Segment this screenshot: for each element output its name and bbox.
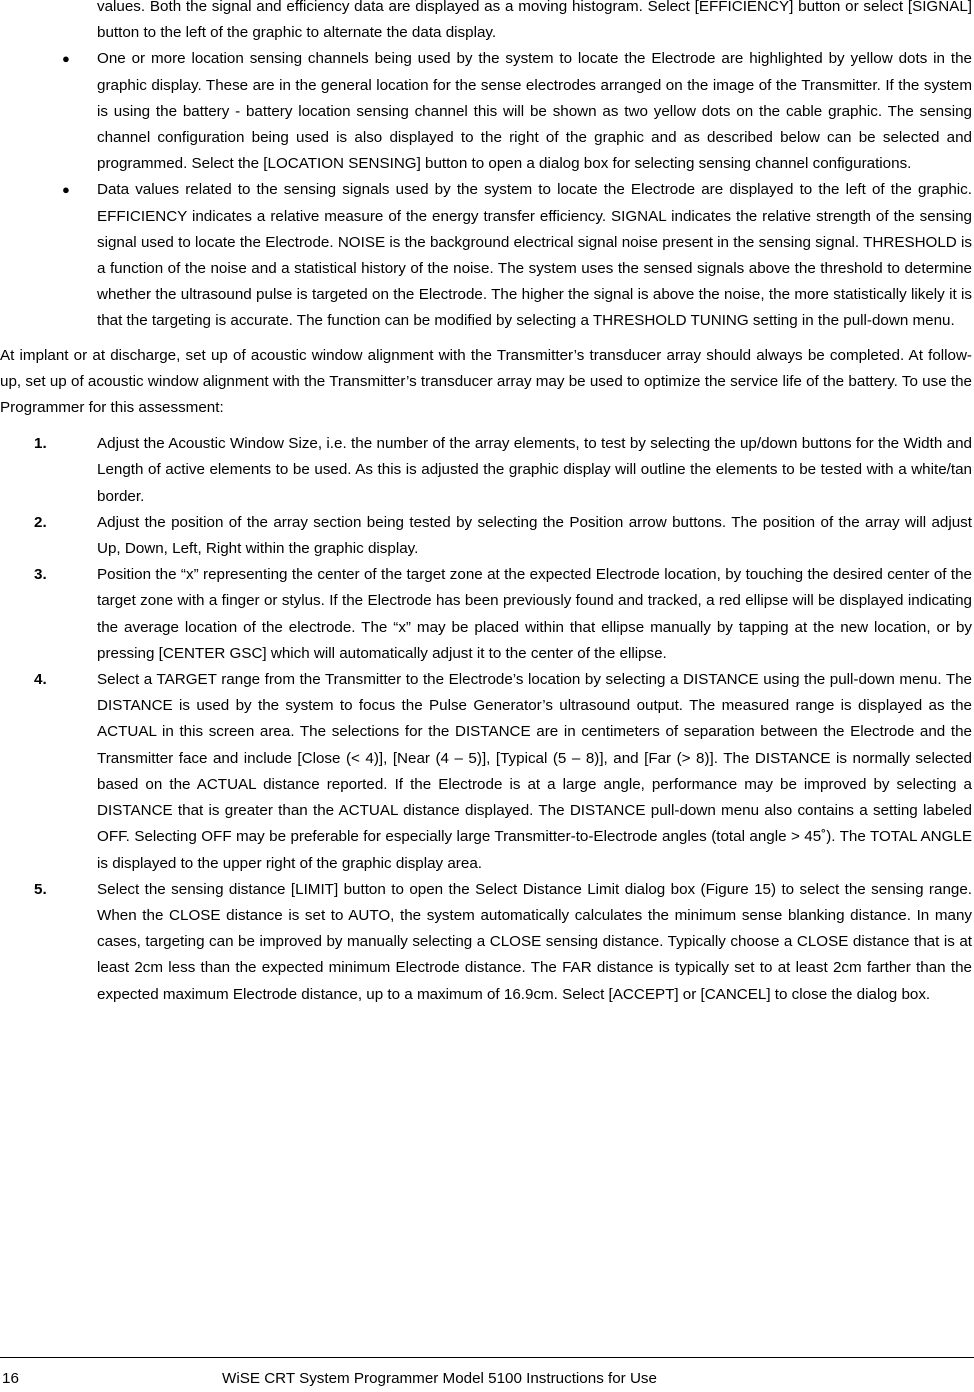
step-item bbox=[0, 877, 972, 1008]
step-item bbox=[0, 562, 972, 667]
step-number: 1. bbox=[34, 435, 47, 453]
step-item bbox=[0, 431, 972, 510]
step-number: 3. bbox=[34, 566, 47, 584]
bullet-item bbox=[0, 177, 972, 334]
step-text: Adjust the position of the array section being tested by selecting the Position arrow buttons. The position of the array will adjust Up, Down, Left, Right within the graphic display. bbox=[97, 513, 972, 558]
step-item bbox=[0, 667, 972, 877]
bullet-continuation bbox=[0, 0, 972, 46]
step-number: 4. bbox=[34, 671, 47, 689]
bullet-text: One or more location sensing channels being used by the system to locate the Electrode are highlighted by yellow dots in the graphic display. These are in the general location for the sense electrodes arranged on the image of the Transmitter. If the system is using the battery - battery location sensing channel this will be shown as two yellow dots on the cable graphic. The sensing channel configuration being used is also displayed to the right of the graphic and as described below can be selected and programmed. Select the [LOCATION SENSING] button to open a dialog box for selecting sensing channel configurations. bbox=[97, 50, 972, 173]
step-item bbox=[0, 510, 972, 562]
footer-divider bbox=[0, 1357, 974, 1358]
bullet-icon: ● bbox=[62, 182, 70, 198]
step-text: Adjust the Acoustic Window Size, i.e. the number of the array elements, to test by selecting the up/down buttons for the Width and Length of active elements to be used. As this is adjusted the graphic display will outline the elements to be tested with a white/tan border. bbox=[97, 435, 972, 505]
step-text: Select the sensing distance [LIMIT] button to open the Select Distance Limit dialog box (Figure 15) to select the sensing range. When the CLOSE distance is set to AUTO, the system automatically calculates the minimum sense blanking distance. In many cases, targeting can be improved by manually selecting a CLOSE sensing distance. Typically choose a CLOSE distance that is at least 2cm less than the expected minimum Electrode distance. The FAR distance is typically set to at least 2cm farther than the expected maximum Electrode distance, up to a maximum of 16.9cm. Select [ACCEPT] or [CANCEL] to close the dialog box. bbox=[97, 880, 972, 1003]
step-number: 2. bbox=[34, 513, 47, 531]
numbered-steps bbox=[0, 431, 972, 1007]
step-text: Select a TARGET range from the Transmitter to the Electrode’s location by selecting a DISTANCE using the pull-down menu. The DISTANCE is used by the system to focus the Pulse Generator’s ultrasound output. The measured range is displayed as the ACTUAL in this screen area. The selections for the DISTANCE are in centimeters of separation between the Electrode and the Transmitter face and include [Close (< 4)], [Near (4 – 5)], [Typical (5 – 8)], and [Far (> 8)]. The DISTANCE is normally selected based on the ACTUAL distance reported. If the Electrode is at a large angle, performance may be improved by selecting a DISTANCE that is greater than the ACTUAL distance displayed. The DISTANCE pull-down menu also contains a setting labeled OFF. Selecting OFF may be preferable for especially large Transmitter-to-Electrode angles (total angle > 45˚). The TOTAL ANGLE is displayed to the upper right of the graphic display area. bbox=[97, 671, 972, 872]
page-number: 16 bbox=[2, 1370, 19, 1387]
step-text: Position the “x” representing the center of the target zone at the expected Electrode location, by touching the desired center of the target zone with a finger or stylus. If the Electrode has been previously found and tracked, a red ellipse will be displayed indicating the average location of the electrode. The “x” may be placed within that ellipse manually by tapping at the new location, or by pressing [CENTER GSC] which will automatically adjust it to the center of the ellipse. bbox=[97, 566, 972, 662]
bullet-continuation-text: values. Both the signal and efficiency data are displayed as a moving histogram. Select [EFFICIENCY] button or select [SIGNAL] button to the left of the graphic to alternate the data display. bbox=[97, 0, 972, 42]
bullet-text: Data values related to the sensing signals used by the system to locate the Electrode are displayed to the left of the graphic. EFFICIENCY indicates a relative measure of the energy transfer efficiency. SIGNAL indicates the relative strength of the sensing signal used to locate the Electrode. NOISE is the background electrical signal noise present in the sensing signal. THRESHOLD is a function of the noise and a statistical history of the noise. The system uses the sensed signals above the threshold to determine whether the ultrasound pulse is targeted on the Electrode. The higher the signal is above the noise, the more statistically likely it is that the targeting is accurate. The function can be modified by selecting a THRESHOLD TUNING setting in the pull-down menu. bbox=[97, 181, 972, 330]
bullet-icon: ● bbox=[62, 51, 70, 67]
intro-paragraph: At implant or at discharge, set up of acoustic window alignment with the Transmitter’s transducer array should always be completed. At follow-up, set up of acoustic window alignment with the Transmitter’s transducer array may be used to optimize the service life of the battery. To use the Programmer for this assessment: bbox=[0, 346, 972, 417]
bullet-item bbox=[0, 46, 972, 177]
footer-title: WiSE CRT System Programmer Model 5100 Instructions for Use bbox=[222, 1370, 657, 1387]
bullet-list bbox=[0, 0, 972, 335]
step-number: 5. bbox=[34, 880, 47, 898]
